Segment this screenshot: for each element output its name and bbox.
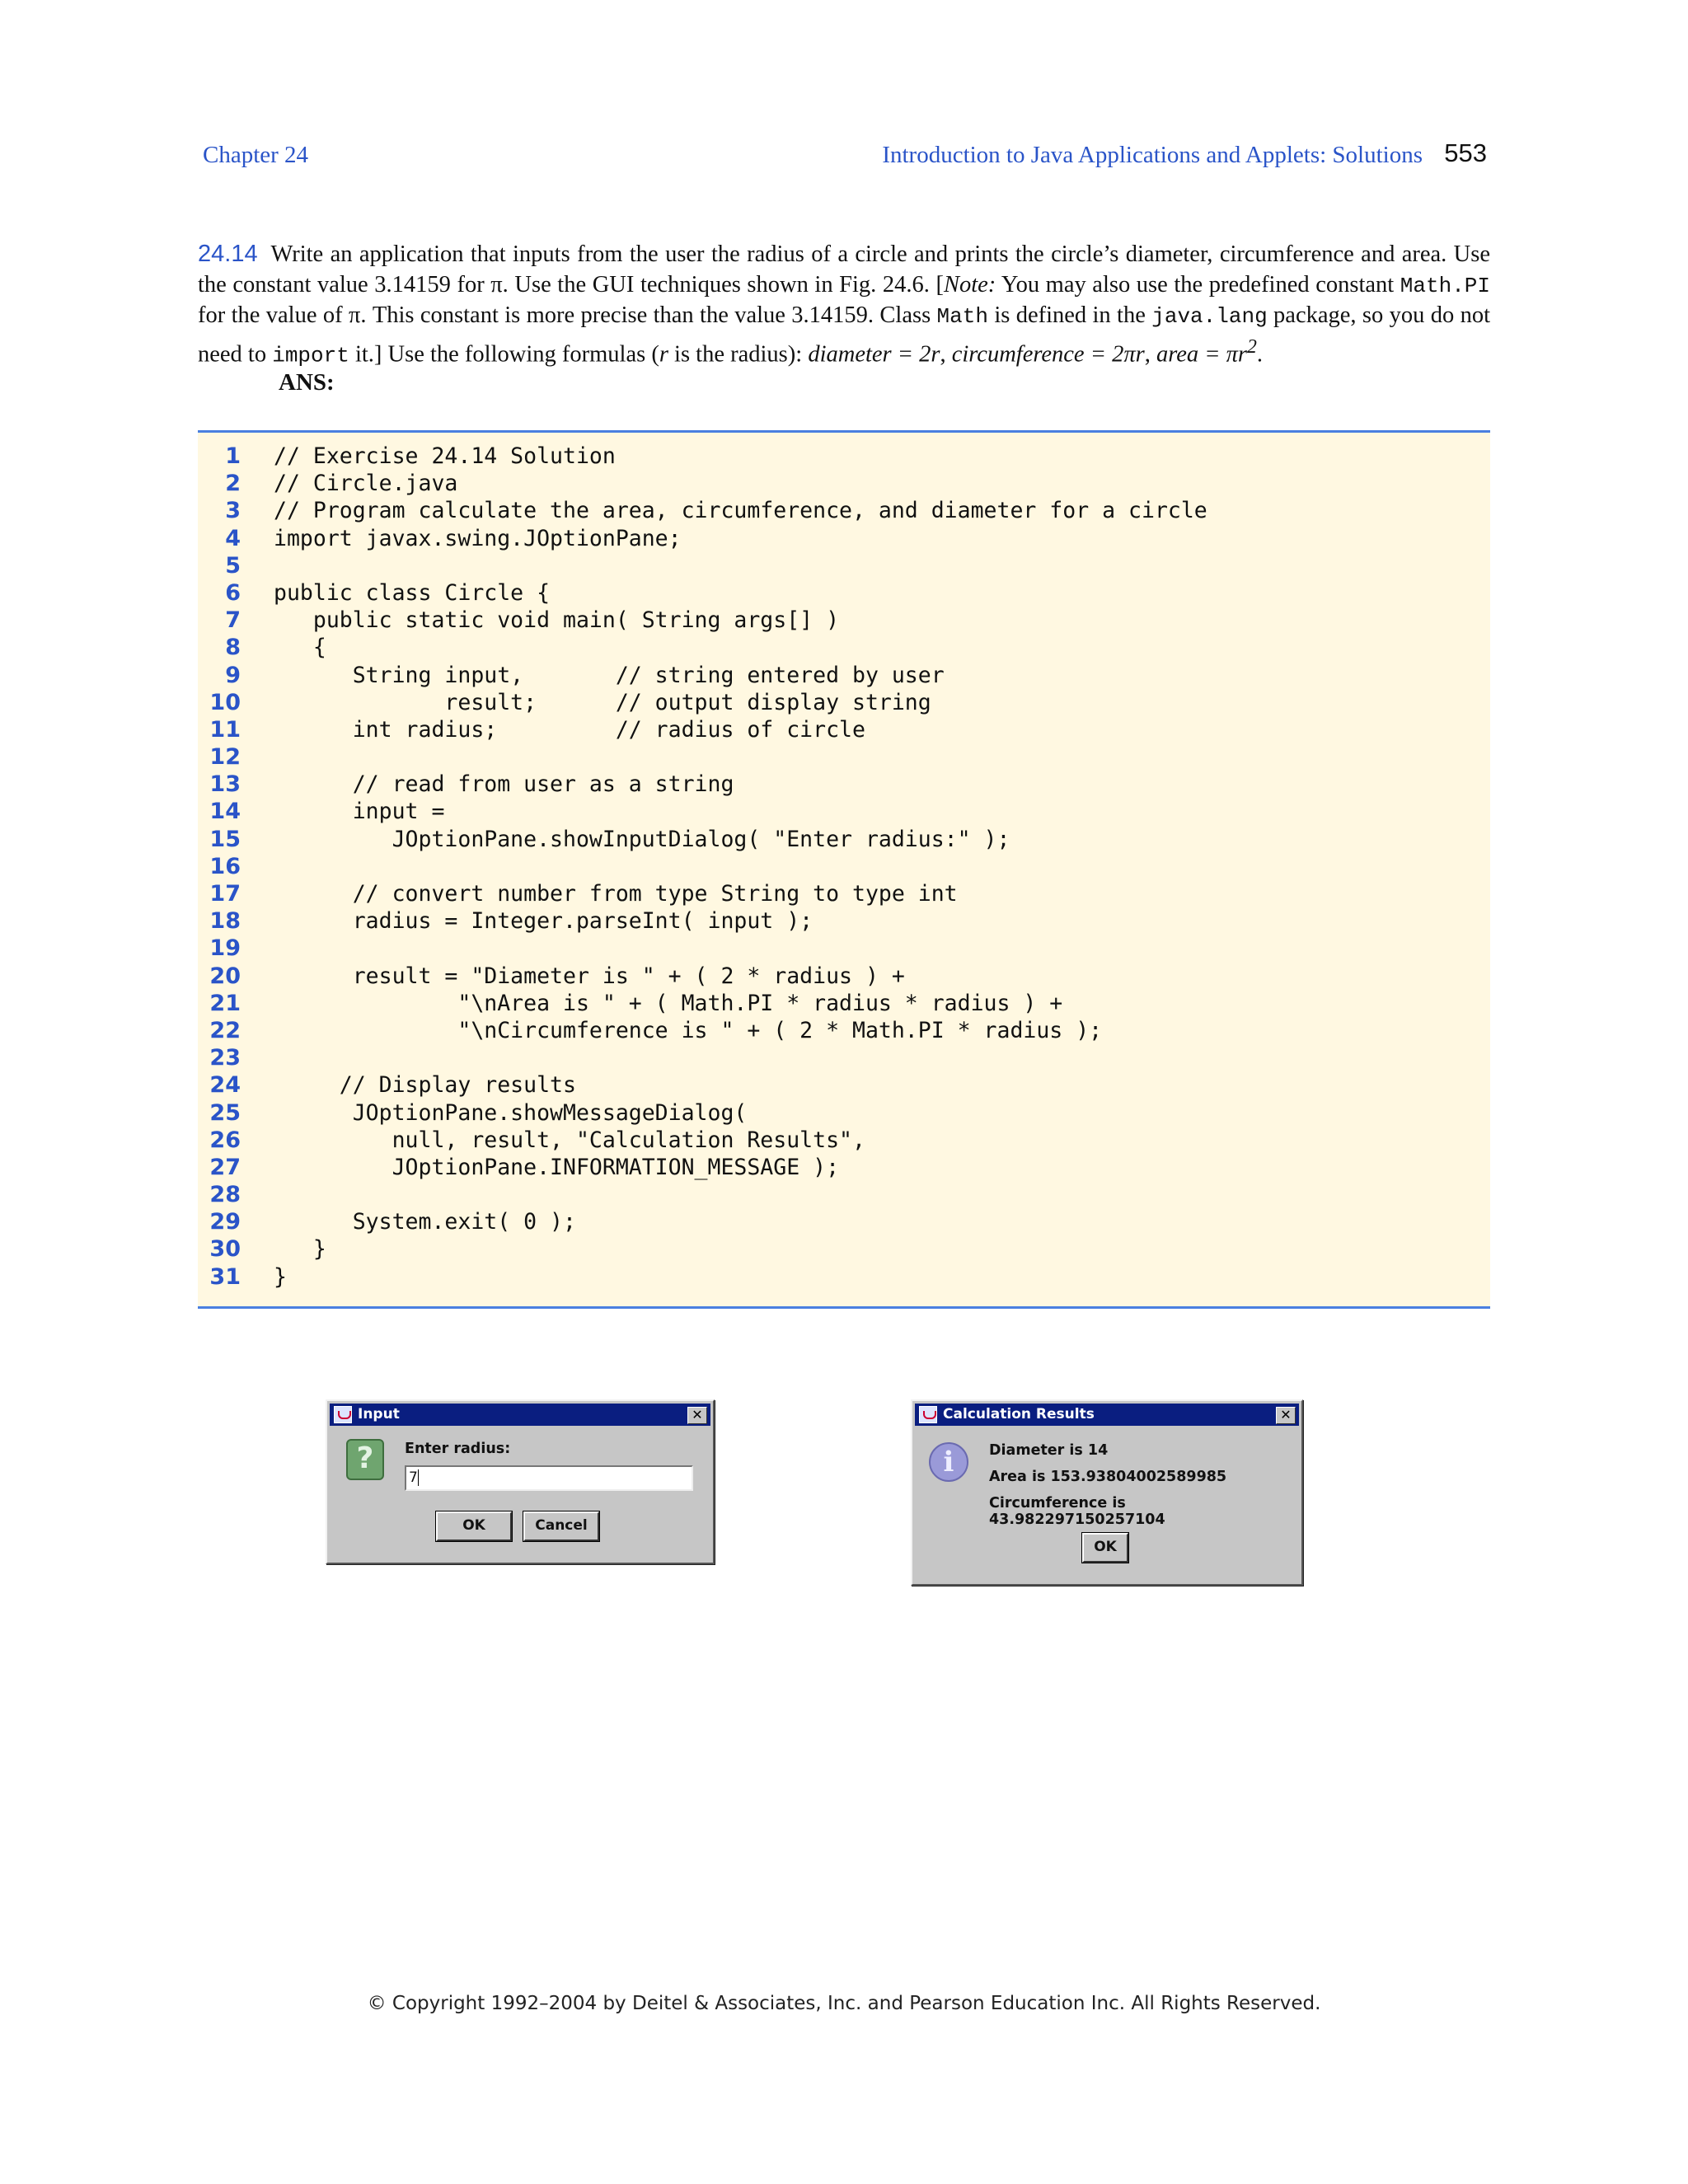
line-number: 17 [209,881,241,907]
line-number: 15 [209,826,241,852]
line-number: 12 [209,744,241,771]
result-area: Area is 153.93804002589985 [989,1469,1227,1485]
result-circumference: Circumference is 43.982297150257104 [989,1495,1165,1528]
code-line [198,880,1490,907]
code-line [198,497,1490,524]
code-text: { [274,635,326,661]
code-line [198,1127,1490,1154]
line-number: 13 [209,771,241,798]
exercise-text-3: for the value of π. This constant is more precise than the value 3.14159. Class [198,302,937,328]
result-diameter: Diameter is 14 [989,1442,1109,1459]
line-number: 22 [209,1017,241,1043]
formula-circumference: circumference = 2πr [951,341,1145,367]
code-text: radius = Integer.parseInt( input ); [274,908,814,935]
code-text: // Program calculate the area, circumference, and diameter for a circle [274,498,1207,524]
code-line [198,1099,1490,1127]
radius-input[interactable] [405,1465,693,1491]
code-line [198,1181,1490,1208]
code-math-pi: Math.PI [1400,273,1490,298]
code-text: "\nCircumference is " + ( 2 * Math.PI * radius ); [274,1017,1103,1043]
code-line [198,990,1490,1017]
line-number: 7 [225,607,241,634]
line-number: 26 [209,1127,241,1153]
input-dialog-titlebar[interactable] [330,1404,710,1426]
code-text: JOptionPane.showInputDialog( "Enter radius:" ); [274,826,1010,852]
code-text [241,1181,274,1208]
code-line [198,798,1490,825]
code-text: public static void main( String args[] ) [274,607,840,634]
line-number: 19 [209,935,241,962]
radius-input-value: 7 [409,1469,418,1486]
line-number: 14 [209,799,241,825]
code-math: Math [936,304,988,329]
code-line [198,1071,1490,1099]
ok-button[interactable]: OK [1082,1533,1128,1563]
r-variable: r [659,341,668,367]
code-line [198,826,1490,853]
exercise-text-1: Write an application that inputs from the user the radius of a circle and prints the circle’s diameter, circumference and area. Use the constant value 3.14159 for π. Use the GUI techniques shown in Fig. 24.6. [ [198,241,1490,298]
exercise-text-8: . [1256,341,1263,367]
code-text: System.exit( 0 ); [274,1209,576,1235]
line-number: 1 [225,443,241,469]
code-text: // Display results [274,1072,576,1099]
question-icon: ? [346,1439,384,1480]
formula-separator-1: , [940,341,952,367]
code-line [198,853,1490,880]
code-line [198,470,1490,497]
line-number: 25 [209,1099,241,1126]
code-text: } [274,1236,326,1263]
code-line [198,607,1490,634]
chapter-label: Chapter 24 [203,142,309,168]
code-line [198,1154,1490,1181]
answer-label: ANS: [279,369,335,396]
text-caret [418,1469,419,1486]
line-number: 9 [225,662,241,688]
code-text: String input, // string entered by user [274,662,945,688]
exercise-text-6: it.] Use the following formulas ( [349,341,659,367]
line-number: 2 [225,471,241,497]
code-line [198,771,1490,798]
exercise-text-7: is the radius): [668,341,809,367]
results-dialog-title: Calculation Results [943,1406,1095,1422]
code-line [198,552,1490,579]
exercise-text-2: You may also use the predefined constant [996,271,1400,298]
code-text [241,1044,274,1071]
input-dialog [326,1399,715,1564]
code-text: // Circle.java [274,471,458,497]
code-text: int radius; // radius of circle [274,716,865,743]
section-title: Introduction to Java Applications and Applets: Solutions [882,142,1423,168]
line-number: 16 [209,853,241,879]
line-number: 23 [209,1045,241,1071]
code-lines [198,443,1490,1291]
line-number: 24 [209,1072,241,1099]
line-number: 5 [225,552,241,579]
code-text: null, result, "Calculation Results", [274,1127,865,1153]
code-text: input = [274,799,445,825]
ok-button[interactable]: OK [436,1511,512,1541]
code-line [198,935,1490,962]
code-text [241,552,274,579]
code-line [198,443,1490,470]
formula-separator-2: , [1144,341,1156,367]
input-dialog-title: Input [358,1406,400,1422]
line-number: 8 [225,635,241,661]
code-java-lang: java.lang [1151,304,1268,329]
line-number: 31 [209,1263,241,1290]
information-icon: i [929,1442,968,1482]
cancel-button[interactable]: Cancel [523,1511,599,1541]
code-line [198,579,1490,607]
line-number: 4 [225,525,241,551]
exercise-number: 24.14 [198,241,258,267]
page-number: 553 [1444,138,1487,167]
java-cup-icon [919,1406,937,1423]
code-text: // Exercise 24.14 Solution [274,443,616,469]
code-line [198,1235,1490,1263]
formula-diameter: diameter = 2r [808,341,940,367]
code-line [198,1017,1490,1044]
radius-prompt-label: Enter radius: [405,1441,511,1457]
code-text: import javax.swing.JOptionPane; [274,525,682,551]
java-cup-icon [334,1406,352,1423]
code-line [198,907,1490,935]
code-line [198,1208,1490,1235]
code-text: result = "Diameter is " + ( 2 * radius ) + [274,963,905,989]
code-text: "\nArea is " + ( Math.PI * radius * radius ) + [274,990,1063,1016]
line-number: 30 [209,1236,241,1263]
line-number: 21 [209,990,241,1016]
code-line [198,1263,1490,1291]
code-line [198,743,1490,771]
code-text: JOptionPane.INFORMATION_MESSAGE ); [274,1154,840,1180]
code-import: import [272,343,349,368]
results-dialog [911,1399,1303,1586]
line-number: 28 [209,1182,241,1208]
code-listing [198,430,1490,1309]
input-dialog-close-button[interactable]: ✕ [687,1407,707,1424]
results-dialog-titlebar[interactable] [915,1404,1299,1426]
formula-area: area = πr [1156,341,1247,367]
code-line [198,689,1490,716]
formula-area-exponent: 2 [1246,335,1257,358]
line-number: 11 [209,716,241,743]
line-number: 20 [209,963,241,989]
code-line [198,1044,1490,1071]
code-line [198,662,1490,689]
code-text: public class Circle { [274,579,551,606]
note-label: Note: [943,271,996,298]
code-text: // convert number from type String to type int [274,881,958,907]
code-text [241,935,274,962]
code-text [241,853,274,880]
exercise-statement [198,239,1490,371]
code-line [198,963,1490,990]
line-number: 3 [225,498,241,524]
line-number: 29 [209,1209,241,1235]
exercise-text-5: package, so you do not need to [198,302,1490,367]
line-number: 10 [209,689,241,715]
line-number: 6 [225,579,241,606]
code-text: } [274,1263,287,1290]
exercise-text-4: is defined in the [987,302,1152,328]
line-number: 27 [209,1154,241,1180]
code-line [198,716,1490,743]
results-dialog-close-button[interactable]: ✕ [1276,1407,1296,1424]
line-number: 18 [209,908,241,935]
code-line [198,634,1490,661]
code-text: // read from user as a string [274,771,734,798]
code-text: JOptionPane.showMessageDialog( [274,1099,748,1126]
code-text: result; // output display string [274,689,931,715]
copyright-footer: © Copyright 1992–2004 by Deitel & Associates, Inc. and Pearson Education Inc. All Rights Reserved. [367,1993,1321,2014]
code-text [241,743,274,771]
code-line [198,525,1490,552]
